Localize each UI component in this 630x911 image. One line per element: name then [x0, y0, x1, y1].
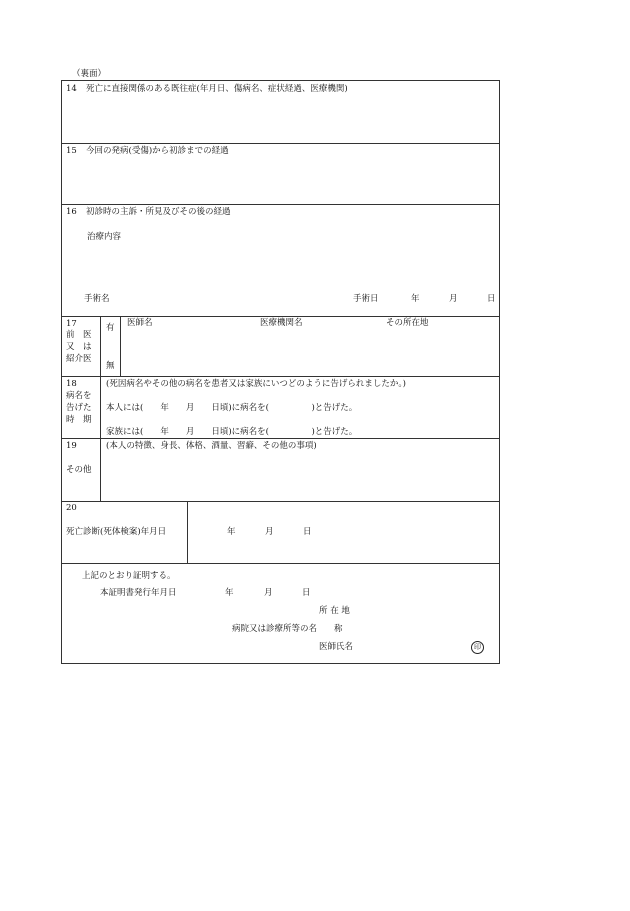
section-14-number: 14 — [66, 84, 77, 94]
section-17-number: 17 — [66, 319, 77, 329]
disclosure-question: (死因病名やその他の病名を患者又は家族にいつどのように告げられましたか。) — [106, 379, 406, 389]
surgery-year-label: 年 — [411, 294, 420, 304]
previous-doctor-no-label: 無 — [106, 361, 115, 371]
divider-18-19 — [62, 438, 499, 439]
yes-no-column-divider — [120, 316, 121, 376]
section-15-number: 15 — [66, 146, 77, 156]
section-16-number: 16 — [66, 207, 77, 217]
section-15-title: 今回の発病(受傷)から初診までの経過 — [86, 146, 229, 156]
section-17-label-line1: 前 医 — [66, 330, 92, 340]
section-18-label-line3: 時 期 — [66, 415, 92, 425]
previous-doctor-yes-label: 有 — [106, 323, 115, 333]
death-date-month-label: 月 — [265, 527, 274, 537]
previous-doctor-name-label: 医師名 — [127, 318, 153, 328]
issue-day-label: 日 — [302, 588, 311, 598]
disclosure-self-line: 本人には( 年 月 日頃)に病名を( )と告げた。 — [106, 403, 358, 413]
section-14-title: 死亡に直接関係のある既往症(年月日、傷病名、症状経過、医療機関) — [86, 84, 348, 94]
disclosure-family-line: 家族には( 年 月 日頃)に病名を( )と告げた。 — [106, 427, 358, 437]
divider-20-cert — [62, 563, 499, 564]
doctor-name-label: 医師氏名 — [319, 642, 354, 652]
certification-statement: 上記のとおり証明する。 — [82, 571, 176, 581]
section-19-label: その他 — [66, 465, 92, 475]
hospital-name-label: 病院又は診療所等の名 称 — [232, 624, 343, 634]
medical-certificate-form — [61, 80, 500, 664]
divider-17-18 — [62, 376, 499, 377]
section-20-label: 死亡診断(死体検案)年月日 — [66, 527, 167, 537]
previous-institution-location-label: その所在地 — [386, 318, 429, 328]
issue-year-label: 年 — [225, 588, 234, 598]
section-17-label-line3: 紹介医 — [66, 354, 92, 364]
previous-institution-name-label: 医療機関名 — [260, 318, 303, 328]
issue-date-label: 本証明書発行年月日 — [100, 588, 177, 598]
section-17-label-line2: 又 は — [66, 342, 92, 352]
page-back-label: （裏面） — [72, 69, 107, 79]
surgery-date-label: 手術日 — [353, 294, 379, 304]
surgery-month-label: 月 — [449, 294, 458, 304]
surgery-day-label: 日 — [487, 294, 496, 304]
surgery-name-label: 手術名 — [84, 294, 110, 304]
death-date-year-label: 年 — [227, 527, 236, 537]
section-20-number: 20 — [66, 503, 77, 513]
section-18-number: 18 — [66, 379, 77, 389]
seal-mark: 印 — [471, 641, 484, 654]
death-date-day-label: 日 — [303, 527, 312, 537]
section-18-label-line1: 病名を — [66, 391, 92, 401]
divider-16-17 — [62, 316, 499, 317]
address-label: 所 在 地 — [319, 606, 350, 616]
section-19-number: 19 — [66, 441, 77, 451]
issue-month-label: 月 — [264, 588, 273, 598]
date-column-divider — [187, 501, 188, 563]
divider-19-20 — [62, 501, 499, 502]
divider-14-15 — [62, 143, 499, 144]
divider-15-16 — [62, 204, 499, 205]
treatment-label: 治療内容 — [87, 232, 122, 242]
section-18-label-line2: 告げた — [66, 403, 92, 413]
section-16-title: 初診時の主訴・所見及びその後の経過 — [86, 207, 231, 217]
section-19-description: (本人の特徴、身長、体格、酒量、習癖、その他の事項) — [106, 441, 317, 451]
label-column-divider — [100, 316, 101, 501]
